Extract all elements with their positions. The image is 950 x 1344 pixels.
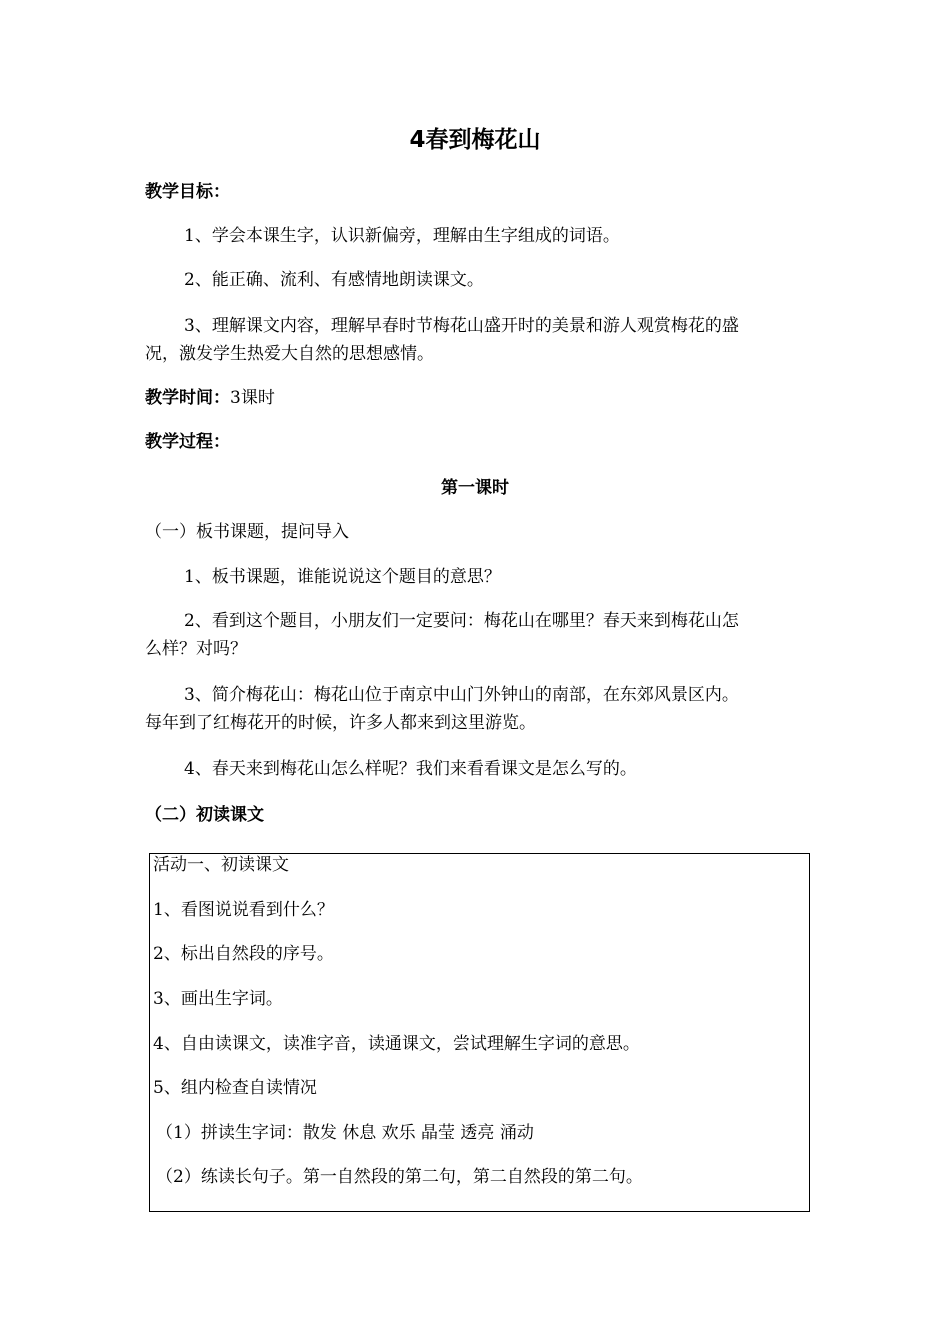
lesson-heading: 第一课时	[441, 478, 509, 498]
activity-line: （2）练读长句子。第一自然段的第二句，第二自然段的第二句。	[156, 1167, 643, 1187]
objective-item: 2、能正确、流利、有感情地朗读课文。	[184, 270, 484, 290]
section-line: 3、简介梅花山：梅花山位于南京中山门外钟山的南部，在东郊风景区内。	[184, 685, 739, 705]
activity-line: 5、组内检查自读情况	[153, 1078, 317, 1098]
teaching-time	[145, 386, 275, 410]
activity-line: 3、画出生字词。	[153, 989, 283, 1009]
time-value: 3课时	[230, 388, 275, 408]
process-label: 教学过程：	[145, 432, 230, 452]
document-title: 4春到梅花山	[409, 127, 541, 153]
activity-line: 4、自由读课文，读准字音，读通课文，尝试理解生字词的意思。	[153, 1034, 640, 1054]
activity-box	[149, 853, 810, 1212]
section-line-continuation: 每年到了红梅花开的时候，许多人都来到这里游览。	[145, 713, 536, 733]
section-line: 4、春天来到梅花山怎么样呢？我们来看看课文是怎么写的。	[184, 759, 637, 779]
activity-line: （1）拼读生字词：散发 休息 欢乐 晶莹 透亮 涌动	[156, 1123, 534, 1143]
section-heading: （一）板书课题，提问导入	[145, 522, 349, 542]
objectives-label: 教学目标：	[145, 182, 230, 202]
section-line: 2、看到这个题目，小朋友们一定要问：梅花山在哪里？春天来到梅花山怎	[184, 611, 739, 631]
objective-item: 3、理解课文内容，理解早春时节梅花山盛开时的美景和游人观赏梅花的盛	[184, 316, 739, 336]
objective-item: 1、学会本课生字，认识新偏旁，理解由生字组成的词语。	[184, 226, 620, 246]
section-line-continuation: 么样？对吗？	[145, 639, 247, 659]
section-heading: （二）初读课文	[145, 805, 264, 825]
activity-line: 2、标出自然段的序号。	[153, 944, 334, 964]
activity-title: 活动一、初读课文	[153, 855, 289, 875]
activity-line: 1、看图说说看到什么？	[153, 900, 334, 920]
objective-item-continuation: 况，激发学生热爱大自然的思想感情。	[145, 344, 434, 364]
time-label: 教学时间：	[145, 388, 230, 408]
section-line: 1、板书课题，谁能说说这个题目的意思？	[184, 567, 501, 587]
